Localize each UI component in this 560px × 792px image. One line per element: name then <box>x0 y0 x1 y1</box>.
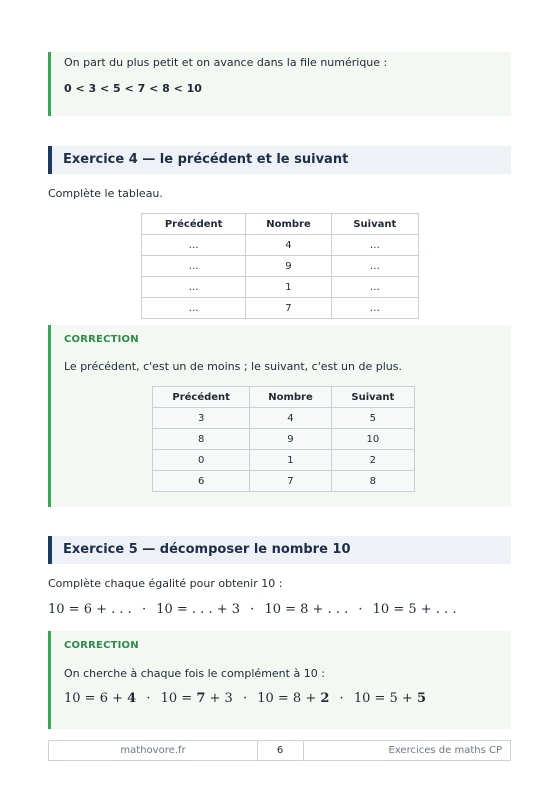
table-row <box>153 429 415 450</box>
equation-part: 10 = <box>160 691 197 706</box>
table-cell: … <box>331 256 418 277</box>
separator: · <box>250 602 255 617</box>
footer-subject: Exercices de maths CP <box>388 745 502 756</box>
table-cell: … <box>331 277 418 298</box>
separator: · <box>141 602 147 617</box>
correction-label: CORRECTION <box>64 334 139 345</box>
footer-page-number: 6 <box>257 741 304 760</box>
table-cell: … <box>142 277 246 298</box>
separator: · <box>146 691 151 706</box>
table-row <box>142 298 419 319</box>
equation <box>64 691 136 706</box>
table-cell: 2 <box>331 450 414 471</box>
table-row <box>142 256 419 277</box>
table-cell: 7 <box>246 298 331 319</box>
table-cell: 9 <box>246 256 331 277</box>
correction-text: On cherche à chaque fois le complément à 10 : <box>64 667 325 680</box>
table-cell: 8 <box>153 429 250 450</box>
table-cell: 4 <box>246 235 331 256</box>
footer-site: mathovore.fr <box>49 741 258 760</box>
table-cell: 8 <box>331 471 414 492</box>
correction-box-exercise-4 <box>48 325 511 507</box>
correction-text: Le précédent, c'est un de moins ; le suivant, c'est un de plus. <box>64 360 402 373</box>
table-cell: … <box>142 235 246 256</box>
table-header: Précédent <box>142 214 246 235</box>
table-cell: 7 <box>250 471 331 492</box>
exercise-5-equations <box>48 602 456 617</box>
table-cell: 5 <box>331 408 414 429</box>
exercise-5-title: Exercice 5 — décomposer le nombre 10 <box>63 542 351 557</box>
exercise-4-title: Exercice 4 — le précédent et le suivant <box>63 152 349 167</box>
separator: · <box>339 691 344 706</box>
table-cell: 9 <box>250 429 331 450</box>
exercise-5-heading <box>48 536 511 564</box>
table-cell: 0 <box>153 450 250 471</box>
equation <box>257 691 329 706</box>
table-header: Nombre <box>250 387 331 408</box>
table-header: Nombre <box>246 214 331 235</box>
correction-table <box>152 386 415 492</box>
table-header: Précédent <box>153 387 250 408</box>
table-row <box>153 450 415 471</box>
exercise-4-table <box>141 213 419 319</box>
equation-part: 10 = 5 + <box>353 691 417 706</box>
table-cell: 4 <box>250 408 331 429</box>
equation <box>354 691 426 706</box>
equation: 10 = 5 + . . . <box>372 602 457 617</box>
exercise-4-instruction: Complète le tableau. <box>48 187 163 200</box>
table-row <box>153 408 415 429</box>
equation: 10 = . . . + 3 <box>156 602 241 617</box>
table-cell: 1 <box>246 277 331 298</box>
equation-answer: 7 <box>196 691 206 706</box>
table-cell: … <box>142 298 246 319</box>
table-cell: 1 <box>250 450 331 471</box>
correction-box-exercise-5 <box>48 631 511 729</box>
table-header: Suivant <box>331 214 418 235</box>
page-footer <box>48 740 511 761</box>
correction-label: CORRECTION <box>64 640 139 651</box>
equation-answer: 2 <box>320 691 330 706</box>
table-cell: … <box>331 298 418 319</box>
equation <box>161 691 233 706</box>
equation-part: 10 = 8 + <box>257 691 321 706</box>
equation-part: 10 = 6 + <box>64 691 128 706</box>
separator: · <box>358 602 363 617</box>
correction-equations <box>64 691 426 706</box>
correction-text: On part du plus petit et on avance dans la file numérique : <box>64 56 388 69</box>
table-header: Suivant <box>331 387 414 408</box>
exercise-5-instruction: Complète chaque égalité pour obtenir 10 : <box>48 577 283 590</box>
table-cell: … <box>331 235 418 256</box>
table-row <box>142 235 419 256</box>
table-cell: 6 <box>153 471 250 492</box>
separator: · <box>242 691 248 706</box>
table-row <box>142 277 419 298</box>
correction-box-top <box>48 52 511 116</box>
equation-answer: 4 <box>127 691 137 706</box>
equation-answer: 5 <box>416 691 427 706</box>
table-cell: 3 <box>153 408 250 429</box>
table-row <box>153 471 415 492</box>
equation: 10 = 8 + . . . <box>264 602 349 617</box>
table-cell: 10 <box>331 429 414 450</box>
number-order: 0 < 3 < 5 < 7 < 8 < 10 <box>64 82 202 95</box>
equation: 10 = 6 + . . . <box>48 602 132 617</box>
table-cell: … <box>142 256 246 277</box>
equation-part: + 3 <box>205 691 233 706</box>
exercise-4-heading <box>48 146 511 174</box>
